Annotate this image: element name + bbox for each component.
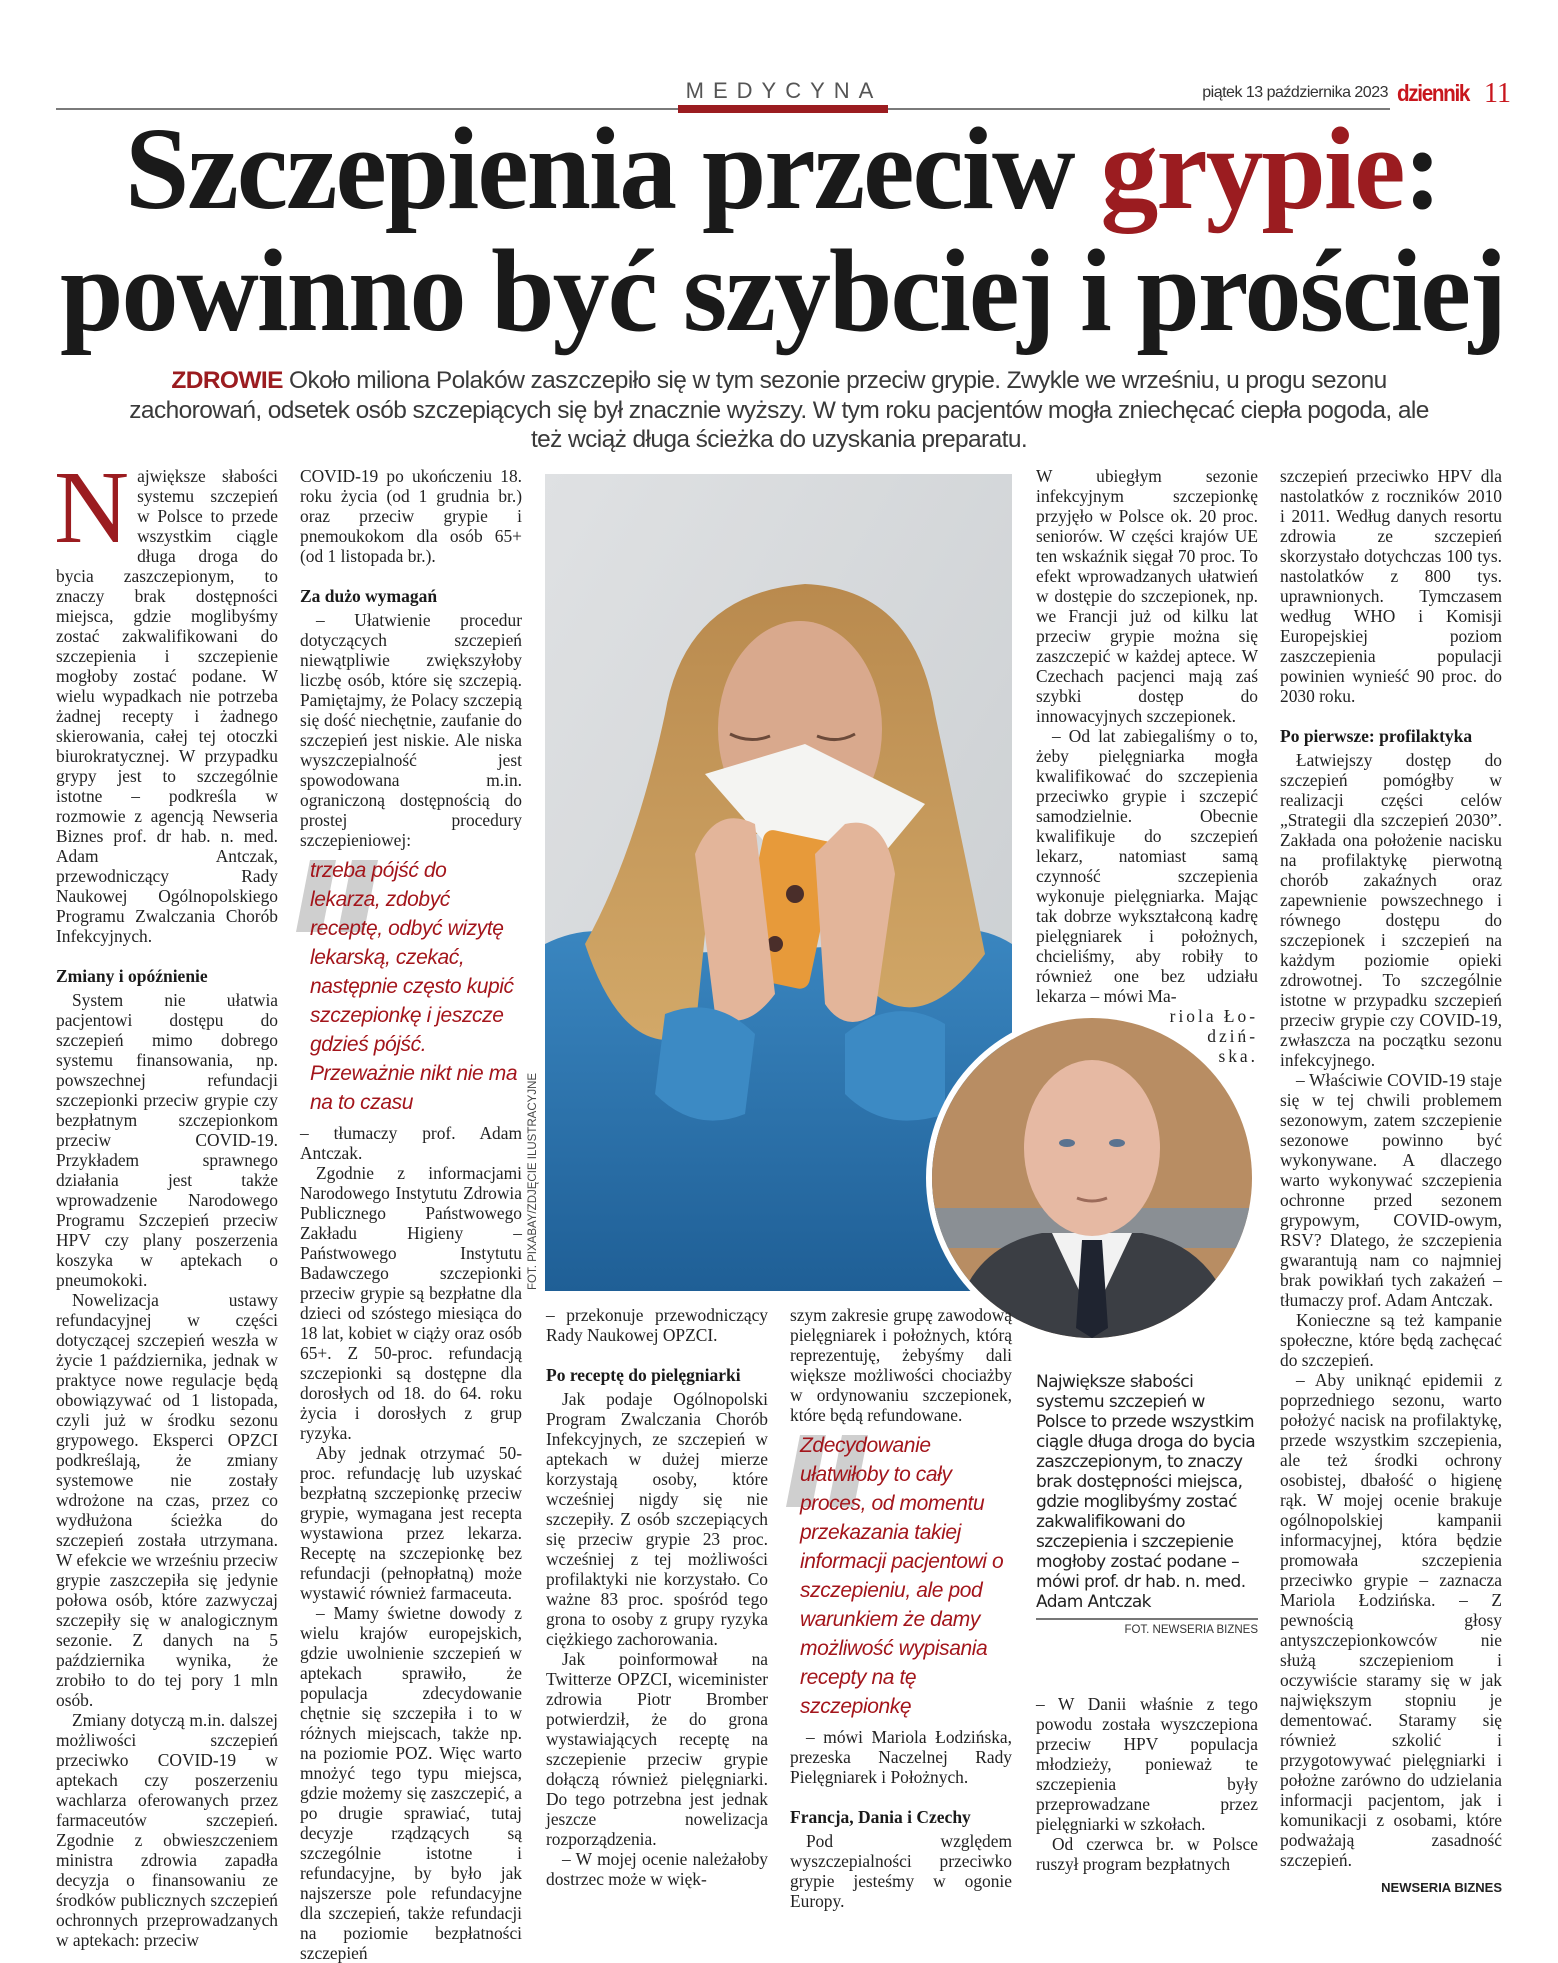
article-paragraph: – przekonuje przewodniczący Rady Naukowej OPZCI. xyxy=(546,1305,768,1345)
portrait-caption xyxy=(1036,1372,1258,1636)
headline-text: Szczepienia przeciw xyxy=(125,103,1101,234)
drop-cap: N xyxy=(54,450,130,565)
article-paragraph: Aby jednak otrzymać 50-proc. refundację lub uzyskać bezpłatną szczepionkę przeciw grypie, wymagana jest recepta wystawiona przez lekarza. Receptę na szczepionkę bez refundacji (pełnopłatną) może wystawić również farmaceuta. xyxy=(300,1443,522,1603)
article-paragraph: – Właściwie COVID-19 staje się w tej chwili problemem sezonowym, zatem szczepienie sezonowe powinno być wykonywane. A dlaczego warto wykonywać szczepienia ochronne przed sezonem grypowym, COVID-owym, RSV? Dlatego, że szczepienia gwarantują nam co najmniej brak powikłań tych zakażeń – tłumaczy prof. Adam Antczak. xyxy=(1280,1070,1502,1310)
photo-credit: FOT. NEWSERIA BIZNES xyxy=(1036,1618,1258,1636)
article-column-2 xyxy=(300,466,522,1963)
headline-text: powinno być szybciej i prościej xyxy=(60,225,1505,356)
section-heading: Po receptę do pielęgniarki xyxy=(546,1365,741,1385)
article-paragraph: Zgodnie z informacjami Narodowego Instytutu Zdrowia Publicznego Państwowego Zakładu Higieny – Państwowego Instytutu Badawczego szczepionki przeciw grypie są bezpłatne dla dzieci od szóstego miesiąca do 18 lat, kobiet w ciąży oraz osób 65+. Z 50-proc. refundacją szczepionki są dostępne dla dorosłych od 18. do 64. roku życia i dorosłych z grup ryzyka. xyxy=(300,1163,522,1443)
lead-line: Około miliona Polaków zaszczepiło się w tym sezonie przeciw grypie. Zwykle we wrześniu, u progu sezonu xyxy=(282,367,1387,394)
section-heading: Po pierwsze: profilaktyka xyxy=(1280,726,1473,746)
section-label: MEDYCYNA xyxy=(685,78,883,103)
section-heading: Za dużo wymagań xyxy=(300,586,438,606)
article-paragraph: – Aby uniknąć epidemii z poprzedniego sezonu, warto położyć nacisk na profilaktykę, przede wszystkim szczepienia, ale też środki ochrony osobistej, dbałość o higienę rąk. W mojej ocenie brakuje ogólnopolskiej kampanii informacyjnej, która będzie promowała szczepienia przeciwko grypie – zaznacza Mariola Łodzińska. – Z pewnością głosy antyszczepionkowców nie służą szczepieniom i oczywiście staramy się w jak największym stopniu je dementować. Staramy się również szkolić i przygotowywać pielęgniarki i położne zarówno do udzielania informacji pacjentom, jak i komunikacji z osobami, które podważają zasadność szczepień. xyxy=(1280,1370,1502,1870)
pull-quote-text: Zdecydowanie ułatwiłoby to cały proces, od momentu przekazania takiej informacji pacjentowi o szczepieniu, ale pod warunkiem że damy możliwość wypisania recepty na tę szczepionkę xyxy=(800,1434,1004,1718)
article-paragraph: Jak podaje Ogólnopolski Program Zwalczania Chorób Infekcyjnych, ze szczepień w aptekach w dużej mierze korzystają osoby, które wcześniej nigdy się nie szczepiły. Z osób szczepiących się przeciw grypie 23 proc. wcześniej z tej możliwości profilaktyki nie korzystało. Co ważne 83 proc. spośród tego grona to osoby z grupy ryzyka ciężkiego zachorowania. xyxy=(546,1389,768,1649)
headline-line-2 xyxy=(60,225,1505,356)
article-column-3a xyxy=(546,1305,768,1889)
article-paragraph: Nowelizacja ustawy refundacyjnej w części dotyczącej szczepień weszła w życie 1 października, jednak w praktyce nowe regulacje będą obowiązywać od 1 listopada, czyli już w środku sezonu grypowego. Eksperci OPZCI podkreślają, że zmiany systemowe nie zostały wdrożone na czas, przez co wydłużona ścieżka do szczepień została utrzymana. W efekcie we wrześniu przeciw grypie zaszczepiła się jedynie połowa osób, które zazwyczaj szczepiły się w analogicznym sezonie. Z danych na 5 października wynika, że zrobiło to do tej pory 1 mln osób. xyxy=(56,1290,278,1710)
pull-quote-text: trzeba pójść do lekarza, zdobyć receptę, odbyć wizytę lekarską, czekać, następnie często kupić szczepionkę i jeszcze gdzieś pójść. Przeważnie nikt nie ma na to czasu xyxy=(310,859,518,1114)
article-paragraph: Jak poinformował na Twitterze OPZCI, wiceminister zdrowia Piotr Bromber potwierdził, że do grona wystawiających receptę na szczepienie przeciw grypie dołączą również pielęgniarki. Do tego potrzebna jest jednak jeszcze nowelizacja rozporządzenia. xyxy=(546,1649,768,1849)
article-paragraph: – W Danii właśnie z tego powodu została wyszczepiona przeciw HPV populacja młodzieży, ponieważ te szczepienia były przeprowadzane przez pielęgniarki w szkołach. xyxy=(1036,1694,1258,1834)
page-number: 11 xyxy=(1484,78,1511,109)
article-source: NEWSERIA BIZNES xyxy=(1381,1880,1502,1895)
article-line: riola Ło- xyxy=(1169,1006,1258,1026)
article-paragraph: COVID-19 po ukończeniu 18. roku życia (od 1 grudnia br.) oraz przeciw grypie i pnemoukokom dla osób 65+ (od 1 listopada br.). xyxy=(300,466,522,566)
article-paragraph: Łatwiejszy dostęp do szczepień pomógłby w realizacji części celów „Strategii dla szczepień 2030”. Zakłada ona położenie nacisku na profilaktykę pierwotną chorób zakaźnych oraz zapewnienie powszechnego i równego dostępu do szczepionek i szczepień na każdym poziomie opieki zdrowotnej. To szczególnie istotne w przypadku szczepień przeciw grypie czy COVID-19, zwłaszcza na początku sezonu infekcyjnego. xyxy=(1280,750,1502,1070)
article-paragraph: szczepień przeciwko HPV dla nastolatków z roczników 2010 i 2011. Według danych resortu zdrowia ze szczepień skorzystało dotychczas 100 tys. nastolatków z 800 tys. uprawnionych. Tymczasem według WHO i Komisji Europejskiej poziom zaszczepienia populacji powinien wynieść 90 proc. do 2030 roku. xyxy=(1280,466,1502,706)
section-heading: Francja, Dania i Czechy xyxy=(790,1807,971,1827)
article-column-5 xyxy=(1280,466,1502,1895)
article-paragraph: System nie ułatwia pacjentowi dostępu do szczepień mimo dobrego systemu finansowania, np. powszechnej refundacji szczepionki przeciw grypie czy bezpłatnym szczepionkom przeciw COVID-19. Przykładem sprawnego działania jest także wprowadzenie Narodowego Programu Szczepień przeciw HPV czy plany poszerzenia koszyka w aptekach o pneumokoki. xyxy=(56,990,278,1290)
article-paragraph: szym zakresie grupę zawodową pielęgniarek i położnych, którą reprezentuję, żebyśmy dali większe możliwości chociażby w ordynowaniu szczepionek, które będą refundowane. xyxy=(790,1305,1012,1425)
article-paragraph: Konieczne są też kampanie społeczne, które będą zachęcać do szczepień. xyxy=(1280,1310,1502,1370)
newspaper-logo: dziennik xyxy=(1397,80,1470,106)
lead-paragraph xyxy=(40,366,1518,455)
article-line: ska. xyxy=(1218,1046,1258,1066)
article-column-4 xyxy=(1036,466,1258,1066)
pull-quote xyxy=(300,856,522,1117)
article-paragraph: – Ułatwienie procedur dotyczących szczepień niewątpliwie zwiększyłoby liczbę osób, które się szczepią. Pamiętajmy, że Polacy szczepią się dość niechętnie, zaufanie do szczepień jest niskie. Ale niska wyszczepialność jest spowodowana m.in. ograniczoną dostępnością do prostej procedury szczepieniowej: xyxy=(300,610,522,850)
article-paragraph: – tłumaczy prof. Adam Antczak. xyxy=(300,1123,522,1163)
article-paragraph: – W mojej ocenie należałoby dostrzec może w więk- xyxy=(546,1849,768,1889)
lead-line: zachorowań, odsetek osób szczepiących się był znacznie wyższy. W tym roku pacjentów mogła zniechęcać ciepła pogoda, ale xyxy=(129,396,1429,424)
photo-credit: FOT. PIXABAY/ZDJĘCIE ILUSTRACYJNE xyxy=(527,1072,539,1290)
issue-date: piątek 13 października 2023 xyxy=(1202,84,1388,101)
article-column-3b xyxy=(790,1305,1012,1911)
headline-highlight: grypie xyxy=(1100,103,1404,234)
lead-line: też wciąż długa ścieżka do uzyskania preparatu. xyxy=(530,426,1028,453)
headline-line-1 xyxy=(125,103,1440,234)
section-heading: Zmiany i opóźnienie xyxy=(56,966,208,986)
caption-text: Największe słabości systemu szczepień w Polsce to przede wszystkim ciągle długa droga do bycia zaszczepionym, to znaczy brak dostępności miejsca, gdzie moglibyśmy zostać zakwalifikowani do szczepienia i szczepienie mogłoby zostać podane – mówi prof. dr hab. n. med. Adam Antczak xyxy=(1036,1372,1256,1612)
article-paragraph: W ubiegłym sezonie infekcyjnym szczepionkę przyjęło w Polsce ok. 20 proc. seniorów. W części krajów UE ten wskaźnik sięgał 70 proc. To efekt wprowadzanych ułatwień w dostępie do szczepionek, np. we Francji już od kilku lat przeciw grypie można się zaszczepić w każdej aptece. W Czechach pacjenci mają zaś szybki dostęp do innowacyjnych szczepionek. xyxy=(1036,466,1258,726)
article-paragraph: – Od lat zabiegaliśmy o to, żeby pielęgniarka mogła kwalifikować do szczepienia przeciwko grypie i szczepić samodzielnie. Obecnie kwalifikuje do szczepień lekarz, natomiast samą czynność szczepienia wykonuje pielęgniarka. Mając tak dobrze wykształconą kadrę pielęgniarek i położnych, chcieliśmy, aby robiły to również one bez udziału lekarza – mówi Ma- xyxy=(1036,726,1258,1006)
column-4-lower xyxy=(1036,1372,1258,1874)
article-line: dziń- xyxy=(1207,1026,1258,1046)
article-column-4b xyxy=(1036,1694,1258,1874)
article-paragraph: Pod względem wyszczepialności przeciwko grypie jesteśmy w ogonie Europy. xyxy=(790,1831,1012,1911)
article-paragraph: – Mamy świetne dowody z wielu krajów europejskich, gdzie uwolnienie szczepień w aptekach sprawiło, że populacja zdecydowanie chętnie się szczepiła i to w różnych miejscach, także np. na poziomie POZ. Więc warto mnożyć tego typu miejsca, gdzie możemy się zaszczepić, a po drugie sprawiać, tutaj decyzje rządzących są szczególnie istotne i refundacyjne, by było jak najszersze pole refundacyjne dla szczepień, także refundacji na poziomie bezpłatności szczepień xyxy=(300,1603,522,1963)
article-paragraph: – mówi Mariola Łodzińska, prezeska Naczelnej Rady Pielęgniarek i Położnych. xyxy=(790,1727,1012,1787)
paragraph-text: ajwiększe słabości systemu szczepień w Polsce to przede wszystkim ciągle długa droga do bycia zaszczepionym, to znaczy brak dostępności miejsca, gdzie moglibyśmy zostać zakwalifikowani do szczepienia i szczepienie mogłoby zostać podane. W wielu wypadkach nie potrzeba żadnej recepty i żadnego skierowania, całej tej otoczki biurokratycznej. W przypadku grypy jest to szczególnie istotne – podkreśla w rozmowie z agencją Newseria Biznes prof. dr hab. n. med. Adam Antczak, przewodniczący Rady Naukowej Ogólnopolskiego Programu Zwalczania Chorób Infekcyjnych. xyxy=(56,466,278,946)
article-paragraph: Zmiany dotyczą m.in. dalszej możliwości szczepień przeciwko COVID-19 w aptekach czy poszerzeniu wachlarza oferowanych przez farmaceutów szczepień. Zgodnie z obwieszczeniem ministra zdrowia zapadła decyzja o finansowaniu ze środków publicznych szczepień ochronnych przeprowadzanych w aptekach: przeciw xyxy=(56,1710,278,1950)
article-paragraph xyxy=(54,450,278,946)
article-paragraph: Od czerwca br. w Polsce ruszył program bezpłatnych xyxy=(1036,1834,1258,1874)
pull-quote xyxy=(790,1431,1012,1721)
lead-kicker: ZDROWIE xyxy=(171,367,283,394)
article-column-1 xyxy=(54,450,278,1950)
headline-colon: : xyxy=(1403,103,1440,234)
